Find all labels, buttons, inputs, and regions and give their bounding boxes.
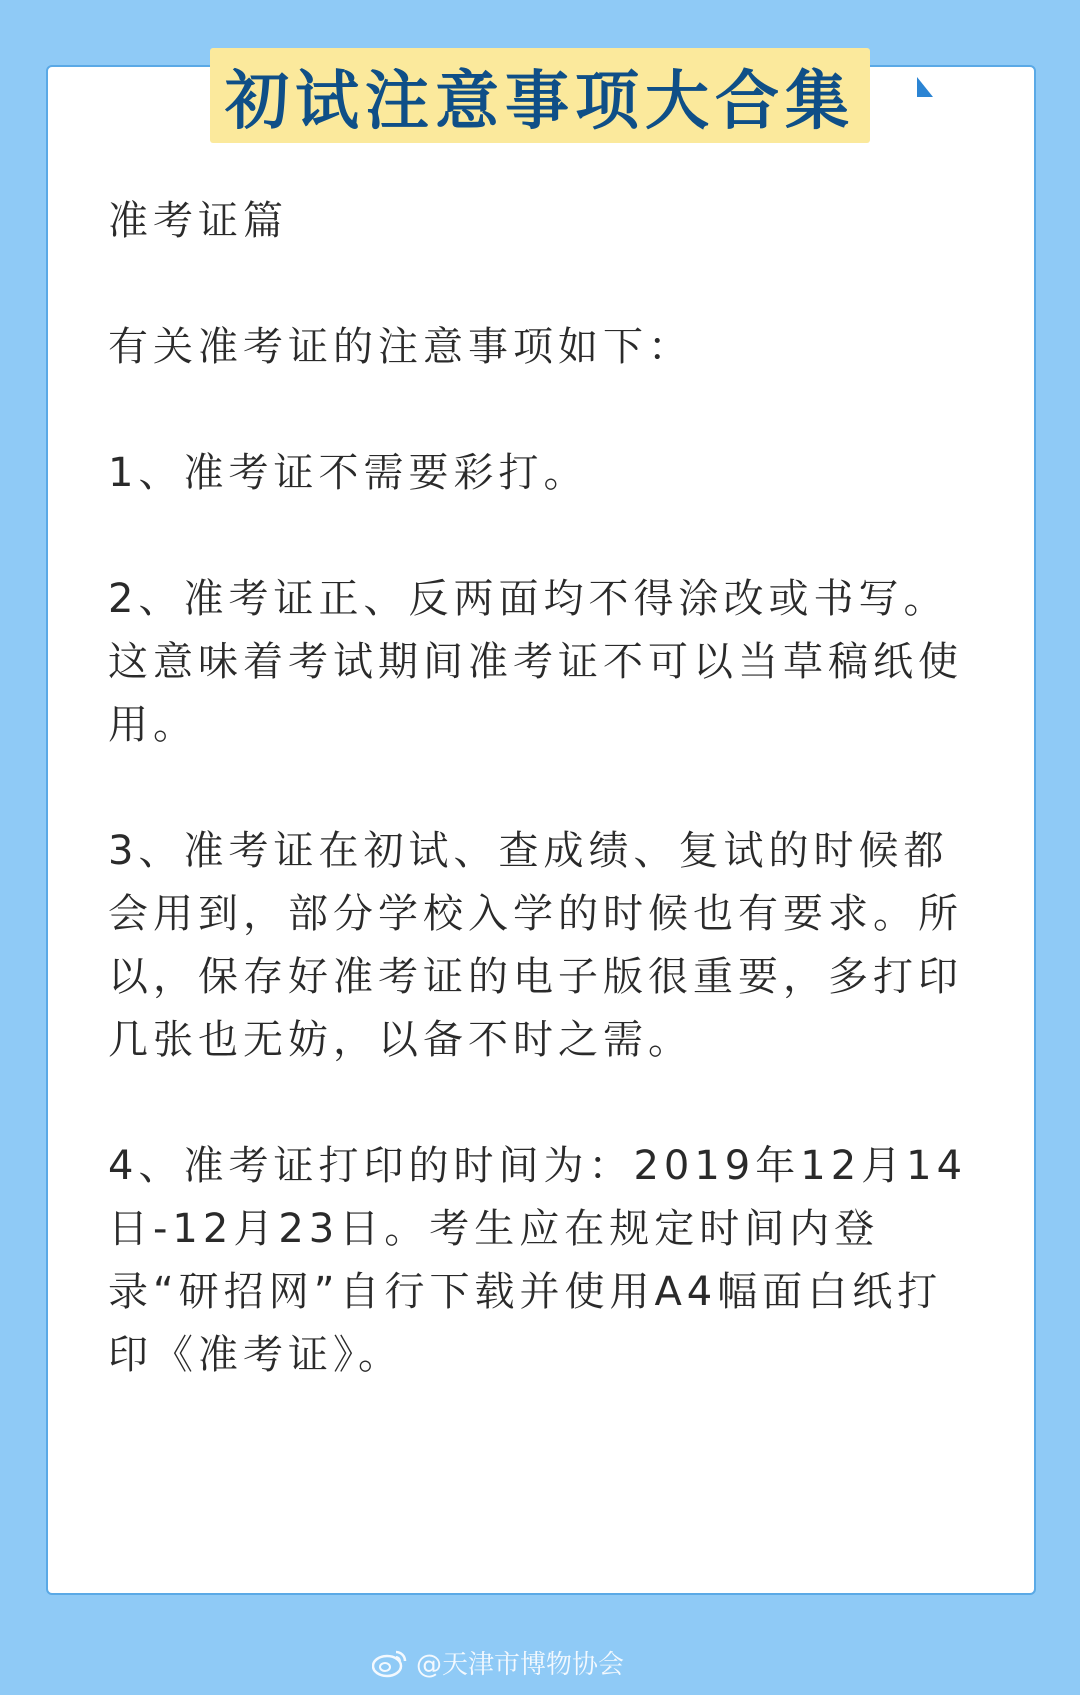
weibo-icon	[372, 1648, 408, 1678]
section-heading: 准考证篇	[108, 198, 288, 244]
list-item: 2、准考证正、反两面均不得涂改或书写。这意味着考试期间准考证不可以当草稿纸使用。	[108, 576, 963, 748]
intro-text: 有关准考证的注意事项如下：	[108, 324, 693, 370]
title-ribbon-right	[917, 77, 933, 97]
watermark	[372, 1644, 624, 1681]
page-title: 初试注意事项大合集	[225, 64, 855, 139]
title-banner	[210, 48, 870, 143]
watermark-text: @天津市博物协会	[416, 1650, 625, 1680]
list-item: 1、准考证不需要彩打。	[108, 450, 589, 496]
list-item: 4、准考证打印的时间为：2019年12月14日-12月23日。考生应在规定时间内登录“研招网”自行下载并使用A4幅面白纸打印《准考证》。	[108, 1143, 968, 1378]
list-item: 3、准考证在初试、查成绩、复试的时候都会用到，部分学校入学的时候也有要求。所以，保存好准考证的电子版很重要，多打印几张也无妨，以备不时之需。	[108, 828, 963, 1063]
article-body	[108, 190, 978, 1450]
